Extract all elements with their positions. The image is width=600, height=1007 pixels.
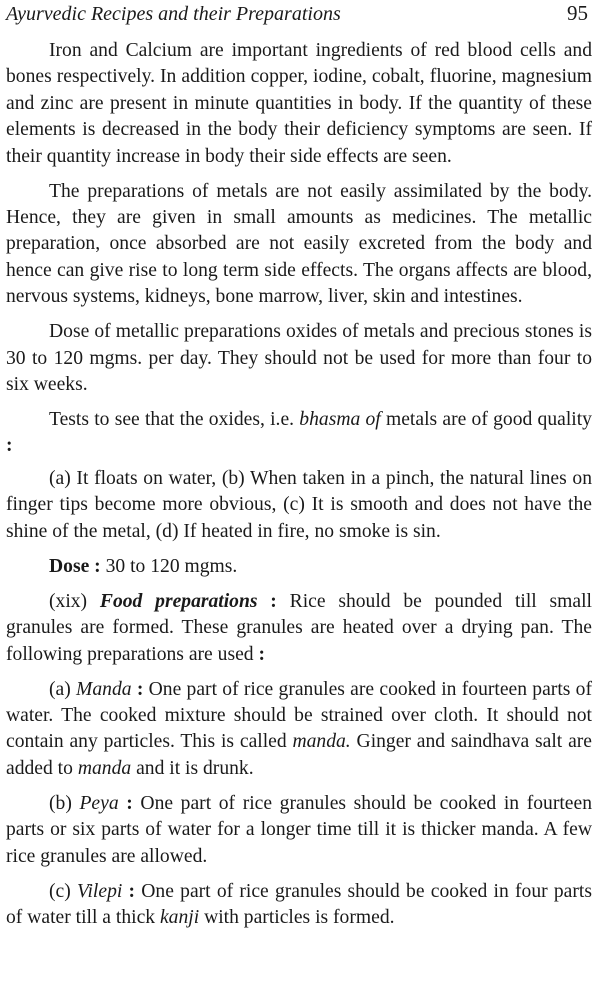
text-run: One part of rice granules are cooked in fourteen parts of water. The cooked mixture should be strained over cloth. It should not contain any particles. This is called — [6, 678, 592, 753]
paragraph-text: Iron and Calcium are important ingredients of red blood cells and bones respectively. In addition copper, iodine, cobalt, fluorine, magnesium and zinc are present in minute quantities in body. If the quantity of these elements is decreased in the body their deficiency symptoms are seen. If their quantity increase in body their side effects are seen. — [6, 40, 592, 167]
term-kanji: kanji — [159, 906, 200, 928]
term-peya: Peya — [79, 792, 119, 814]
term-manda-inline: manda. — [292, 731, 351, 753]
bold-colon: : — [122, 880, 136, 902]
text-run: and it is drunk. — [131, 757, 254, 779]
bold-colon: : — [257, 590, 277, 612]
bold-colon: : — [258, 643, 265, 665]
italic-term-bhasma: bhasma of — [299, 409, 381, 431]
paragraph-metal-preparations — [6, 179, 592, 311]
section-title: Food preparations — [99, 590, 258, 612]
section-number: (xix) — [49, 590, 100, 612]
paragraph-text: Dose of metallic preparations oxides of metals and precious stones is 30 to 120 mgms. per day. They should not be used for more than four to six weeks. — [6, 321, 592, 396]
item-prefix: (a) — [49, 678, 77, 700]
text-run: One part of rice granules should be cooked in four parts of water till a thick — [6, 880, 592, 928]
item-prefix: (c) — [49, 880, 77, 902]
paragraph-peya — [6, 791, 592, 870]
bold-colon: : — [131, 678, 144, 700]
running-head-title: Ayurvedic Recipes and their Preparations — [6, 3, 341, 25]
term-manda-inline: manda — [77, 757, 132, 779]
paragraph-food-preparations — [6, 589, 592, 668]
text-run: Ginger and saindhava salt are added to — [6, 731, 592, 779]
dose-label: Dose : — [49, 555, 101, 577]
paragraph-metallic-dose — [6, 319, 592, 398]
paragraph-text: Rice should be pounded till small granules are formed. These granules are heated over a drying pan. The following preparations are used — [6, 590, 592, 665]
paragraph-text: (a) It floats on water, (b) When taken in a pinch, the natural lines on finger tips become more obvious, (c) It is smooth and does not have the shine of the metal, (d) If heated in fire, no smoke is sin. — [6, 467, 592, 542]
dose-value: 30 to 120 mgms. — [100, 555, 238, 577]
text-run: One part of rice granules should be cooked in fourteen parts or six parts of water for a longer time till it is thicker manda. A few rice granules are allowed. — [6, 792, 592, 867]
paragraph-manda — [6, 677, 592, 783]
body-text — [6, 38, 592, 940]
paragraph-bhasma-tests — [6, 407, 592, 460]
term-vilepi: Vilepi — [76, 880, 123, 902]
bold-colon: : — [118, 792, 133, 814]
paragraph-text: The preparations of metals are not easily assimilated by the body. Hence, they are given in small amounts as medicines. The metallic preparation, once absorbed are not easily excreted from the body and hence can give rise to long term side effects. The organs affects are blood, nervous systems, kidneys, bone marrow, liver, skin and intestines. — [6, 180, 592, 308]
text-run: with particles is formed. — [199, 906, 395, 928]
paragraph-vilepi — [6, 879, 592, 932]
text-run: Tests to see that the oxides, i.e. — [49, 409, 300, 431]
paragraph-test-list — [6, 466, 592, 545]
bold-colon: : — [6, 435, 13, 457]
page-number: 95 — [567, 1, 588, 25]
text-run: metals are of good quality — [380, 409, 592, 431]
item-prefix: (b) — [49, 792, 80, 814]
paragraph-trace-elements — [6, 38, 592, 170]
paragraph-dose — [6, 554, 592, 580]
running-head — [6, 0, 592, 26]
term-manda: Manda — [76, 678, 132, 700]
